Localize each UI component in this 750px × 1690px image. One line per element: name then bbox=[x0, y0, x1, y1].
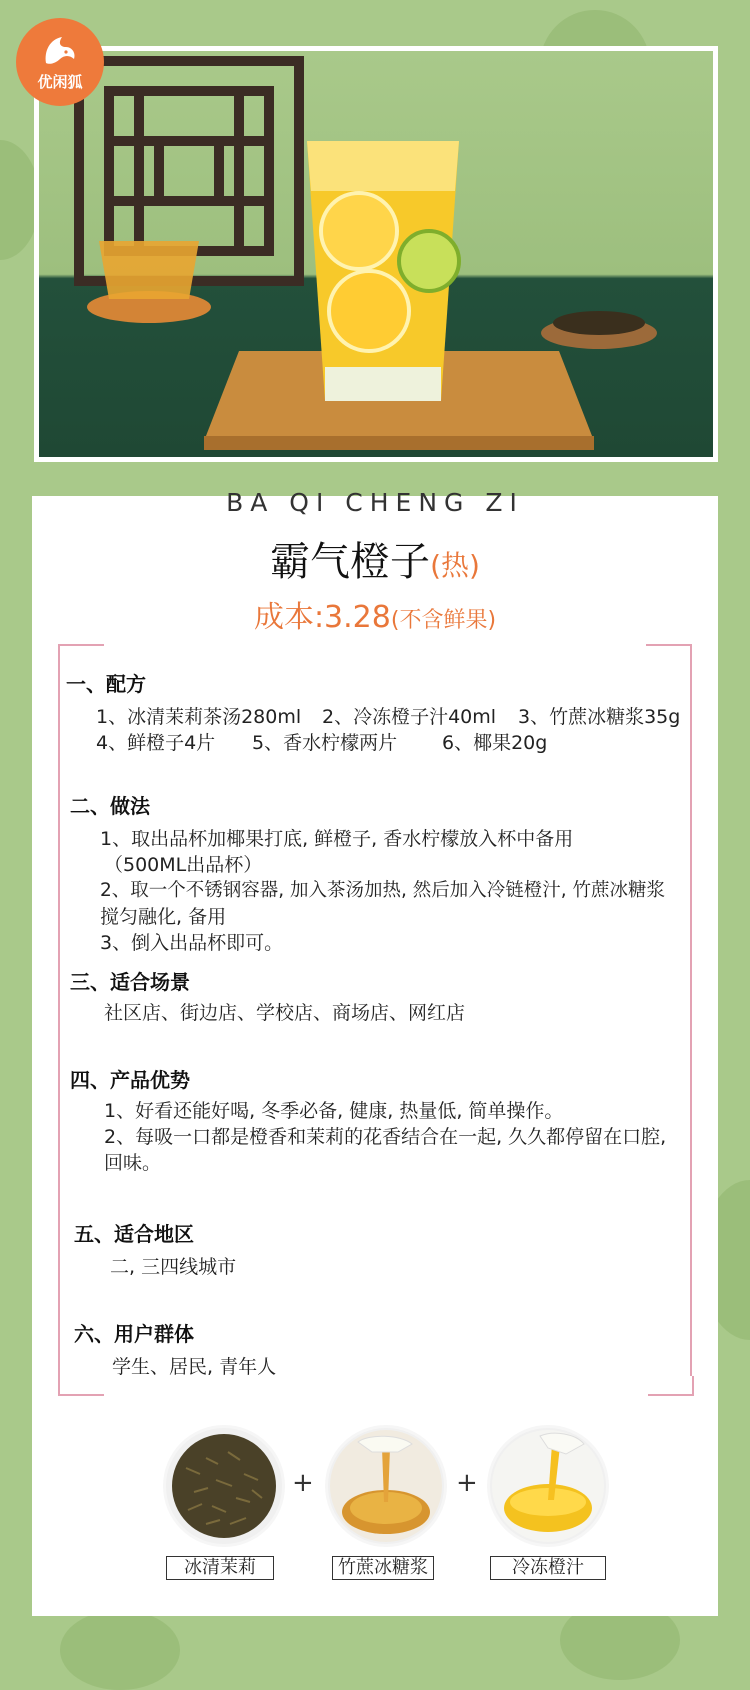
advantage-line: 2、每吸一口都是橙香和茉莉的花香结合在一起, 久久都停留在口腔, bbox=[104, 1126, 667, 1148]
product-name: 霸气橙子 bbox=[270, 530, 430, 587]
advantage-line: 回味。 bbox=[104, 1152, 162, 1174]
section-title-audience: 六、用户群体 bbox=[74, 1322, 194, 1346]
brand-logo bbox=[16, 18, 104, 106]
product-title bbox=[0, 530, 750, 587]
recipe-item: 5、香水柠檬两片 bbox=[252, 732, 398, 754]
ingredient-label: 冰清茉莉 bbox=[166, 1556, 274, 1580]
tea-leaves-icon bbox=[166, 1428, 282, 1544]
recipe-item: 6、椰果20g bbox=[442, 732, 548, 754]
scenes-text: 社区店、街边店、学校店、商场店、网红店 bbox=[104, 1002, 466, 1024]
recipe-item: 3、竹蔗冰糖浆35g bbox=[518, 706, 681, 728]
method-line: 3、倒入出品杯即可。 bbox=[100, 932, 284, 954]
ingredient-label: 竹蔗冰糖浆 bbox=[332, 1556, 434, 1580]
frame-corner bbox=[646, 644, 692, 1376]
section-title-regions: 五、适合地区 bbox=[74, 1222, 194, 1246]
section-title-recipe: 一、配方 bbox=[66, 672, 146, 696]
decor-circle bbox=[60, 1610, 180, 1690]
product-pinyin: BA QI CHENG ZI bbox=[226, 488, 524, 517]
method-line: 搅匀融化, 备用 bbox=[100, 906, 227, 928]
recipe-item: 2、冷冻橙子汁40ml bbox=[322, 706, 497, 728]
plus-sign: + bbox=[292, 1468, 314, 1498]
orange-juice-icon bbox=[490, 1428, 606, 1544]
regions-text: 二, 三四线城市 bbox=[110, 1256, 237, 1278]
method-line: 2、取一个不锈钢容器, 加入茶汤加热, 然后加入冷链橙汁, 竹蔗冰糖浆 bbox=[100, 880, 666, 901]
section-title-scenes: 三、适合场景 bbox=[70, 970, 190, 994]
hero-photo bbox=[34, 46, 718, 462]
product-variant: (热) bbox=[430, 549, 480, 582]
ingredient-label: 冷冻橙汁 bbox=[490, 1556, 606, 1580]
logo-text: 优闲狐 bbox=[37, 72, 83, 91]
recipe-item: 4、鲜橙子4片 bbox=[96, 732, 216, 754]
drink-photo-illustration bbox=[39, 51, 713, 457]
frame-bottom-left bbox=[58, 1376, 104, 1396]
method-line: 1、取出品杯加椰果打底, 鲜橙子, 香水柠檬放入杯中备用 bbox=[100, 828, 574, 850]
fox-icon bbox=[40, 33, 80, 69]
audience-text: 学生、居民, 青年人 bbox=[112, 1356, 277, 1378]
syrup-icon bbox=[328, 1428, 444, 1544]
method-line: （500ML出品杯） bbox=[104, 854, 263, 876]
cost-line bbox=[0, 592, 750, 636]
plus-sign: + bbox=[456, 1468, 478, 1498]
frame-bottom-right bbox=[648, 1376, 694, 1396]
section-title-advantages: 四、产品优势 bbox=[70, 1068, 190, 1092]
cost-note: (不含鲜果) bbox=[390, 608, 497, 633]
recipe-item: 1、冰清茉莉茶汤280ml bbox=[96, 706, 302, 728]
advantage-line: 1、好看还能好喝, 冬季必备, 健康, 热量低, 简单操作。 bbox=[104, 1100, 564, 1122]
section-title-method: 二、做法 bbox=[70, 794, 150, 818]
cost-label: 成本:3.28 bbox=[253, 600, 391, 635]
